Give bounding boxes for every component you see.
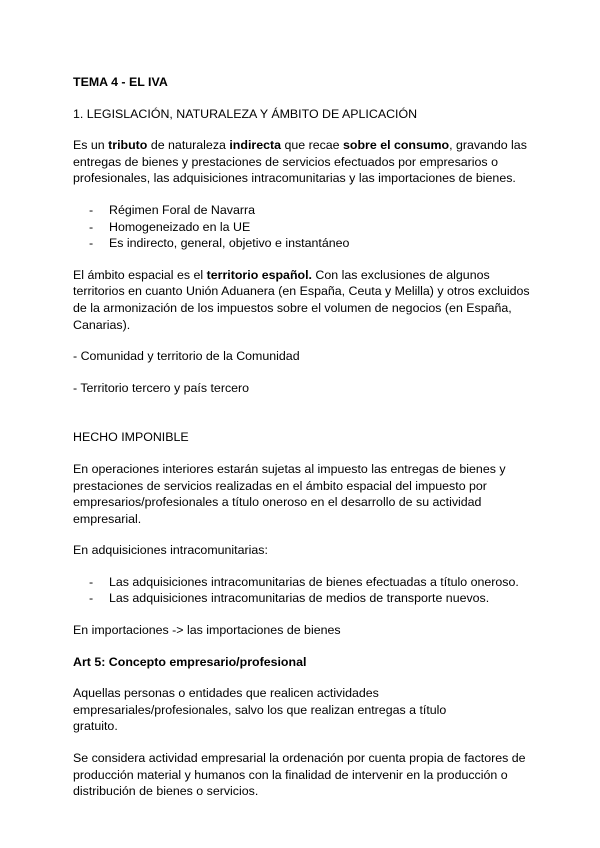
adquisiciones-list xyxy=(73,574,533,607)
section-heading-legislacion: 1. LEGISLACIÓN, NATURALEZA Y ÁMBITO DE APLICACIÓN xyxy=(73,106,418,121)
interiores-paragraph: En operaciones interiores estarán sujetas al impuesto las entregas de bienes y prestaciones de servicios realizadas en el ámbito espacial del impuesto por empresarios/profesionales a título oneroso en el desarrollo de su actividad empresarial. xyxy=(73,461,506,526)
intro-paragraph xyxy=(73,137,533,187)
list-item: - Homogeneizado en la UE xyxy=(89,219,533,236)
list-item: - Las adquisiciones intracomunitarias de bienes efectuadas a título oneroso. xyxy=(89,574,533,591)
list-item: - Las adquisiciones intracomunitarias de medios de transporte nuevos. xyxy=(89,590,533,607)
list-item: - Régimen Foral de Navarra xyxy=(89,202,533,219)
intro-text-1: Es un xyxy=(73,138,109,153)
importaciones-line: En importaciones -> las importaciones de bienes xyxy=(73,623,341,638)
characteristics-list xyxy=(73,202,533,252)
ambito-paragraph xyxy=(73,267,533,333)
art5-paragraph-1: Aquellas personas o entidades que realicen actividades empresariales/profesionales, salvo los que realizan entregas a título gratuito. xyxy=(73,686,447,734)
list-item: - Es indirecto, general, objetivo e instantáneo xyxy=(89,235,533,252)
document-title: TEMA 4 - EL IVA xyxy=(73,75,168,89)
intro-bold-tributo: tributo xyxy=(108,138,148,153)
ambito-text-2: Con las exclusiones de algunos territorios en cuanto Unión Aduanera (en España, Ceuta y Melilla) y otros excluidos de la armonización de los impuestos sobre el volumen de negocios (en España, Canarias). xyxy=(73,267,530,332)
intro-text-2: de naturaleza xyxy=(147,138,230,153)
intro-bold-indirecta: indirecta xyxy=(229,138,282,153)
tercero-line: - Territorio tercero y país tercero xyxy=(73,380,250,395)
comunidad-line: - Comunidad y territorio de la Comunidad xyxy=(73,349,300,364)
intro-bold-consumo: sobre el consumo xyxy=(343,138,450,153)
section-heading-hecho-imponible: HECHO IMPONIBLE xyxy=(73,430,189,445)
ambito-bold-territorio: territorio español. xyxy=(206,267,312,282)
document-page xyxy=(73,74,533,800)
intro-text-3: que recae xyxy=(281,138,344,153)
adquisiciones-heading: En adquisiciones intracomunitarias: xyxy=(73,543,268,558)
ambito-text-1: El ámbito espacial es el xyxy=(73,267,207,282)
art5-heading-text: Art 5: Concepto empresario/profesional xyxy=(73,654,307,669)
intro-text-4: , gravando las entregas de bienes y prestaciones de servicios efectuados por empresarios o profesionales, las adquisiciones intracomunitarias y las importaciones de bienes. xyxy=(73,138,527,186)
art5-paragraph-2: Se considera actividad empresarial la ordenación por cuenta propia de factores de producción material y humanos con la finalidad de intervenir en la producción o distribución de bienes o servicios. xyxy=(73,751,526,799)
art5-heading xyxy=(73,654,533,671)
